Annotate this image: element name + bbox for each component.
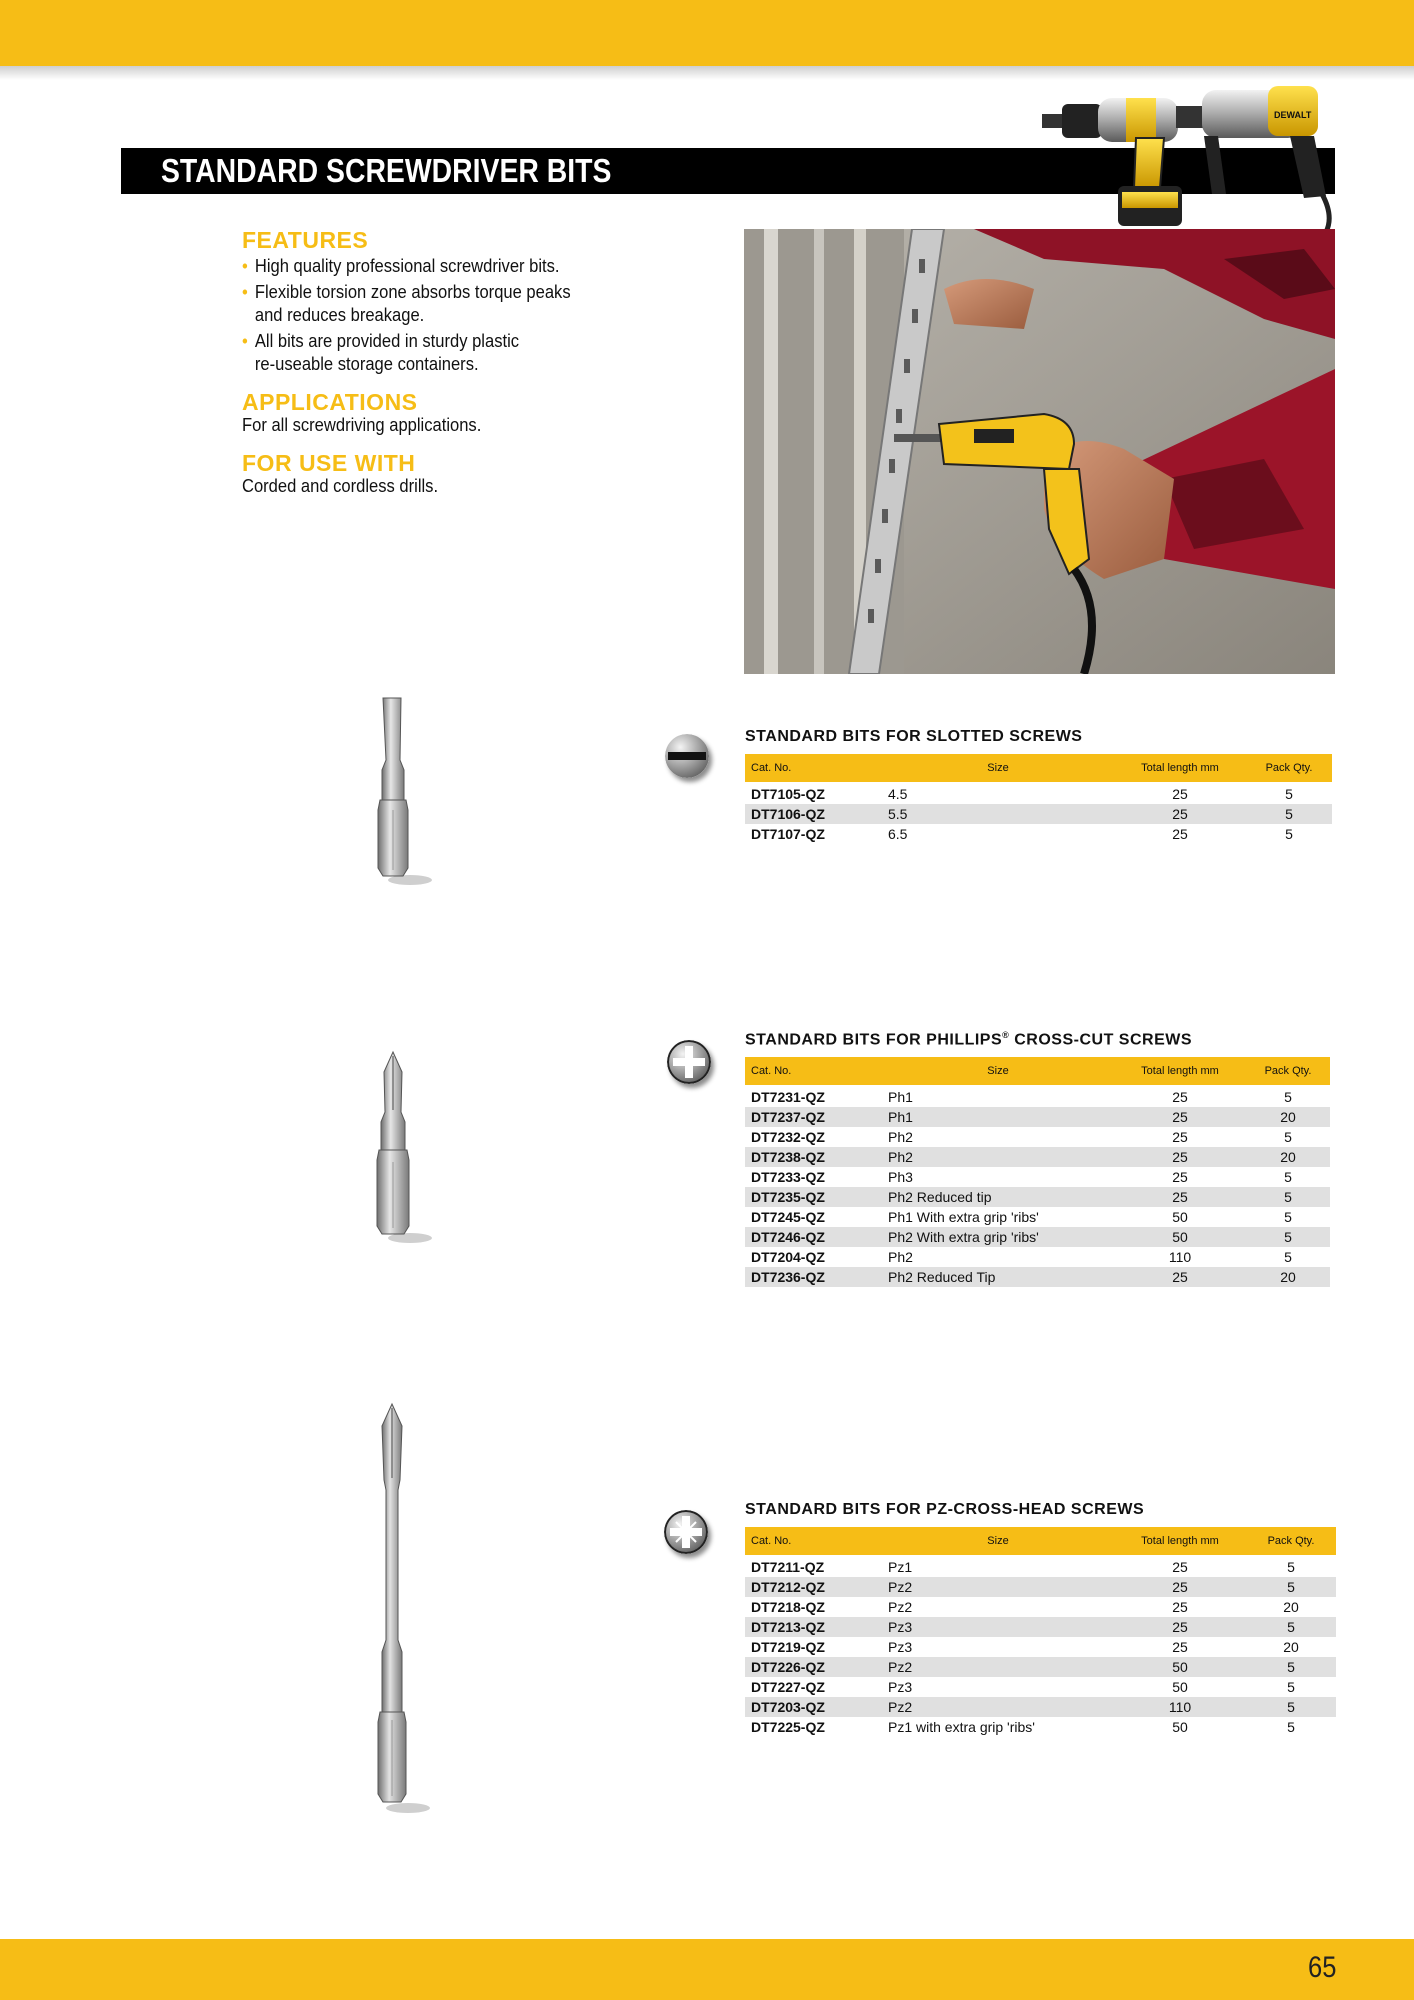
cat-no-cell: DT7237-QZ bbox=[745, 1107, 882, 1127]
phillips-bits-table-section bbox=[745, 1030, 1330, 1287]
length-cell: 50 bbox=[1172, 1679, 1188, 1695]
length-cell: 25 bbox=[1114, 1267, 1246, 1287]
table-row bbox=[745, 1597, 1336, 1617]
pack-qty-cell: 5 bbox=[1246, 1617, 1336, 1637]
table-row bbox=[745, 1577, 1336, 1597]
cat-no-cell: DT7231-QZ bbox=[751, 1089, 825, 1106]
use-with-text: Corded and cordless drills. bbox=[242, 476, 439, 496]
pack-qty-cell: 5 bbox=[1284, 1249, 1292, 1266]
length-cell: 25 bbox=[1172, 1089, 1188, 1106]
col-size: Size bbox=[882, 1527, 1114, 1555]
slotted-table-title: STANDARD BITS FOR SLOTTED SCREWS bbox=[745, 728, 1083, 745]
cat-no-cell: DT7211-QZ bbox=[751, 1559, 825, 1575]
feature-text: High quality professional screwdriver bits. bbox=[254, 256, 560, 276]
cat-no-cell: DT7107-QZ bbox=[751, 826, 825, 842]
col-pack-qty: Pack Qty. bbox=[1246, 1527, 1336, 1555]
applications-heading: APPLICATIONS bbox=[242, 389, 418, 415]
table-row bbox=[745, 1697, 1336, 1717]
col-size: Size bbox=[882, 754, 1114, 782]
pack-qty-cell: 5 bbox=[1284, 1129, 1292, 1146]
length-cell: 25 bbox=[1114, 1107, 1246, 1127]
feature-item bbox=[242, 281, 638, 327]
bullet-icon: • bbox=[242, 331, 248, 351]
length-cell: 50 bbox=[1172, 1209, 1188, 1226]
cat-no-cell: DT7235-QZ bbox=[745, 1187, 882, 1207]
length-cell: 110 bbox=[1168, 1249, 1192, 1266]
size-cell: Ph2 Reduced Tip bbox=[882, 1267, 1114, 1287]
phillips-bit-image bbox=[368, 1050, 438, 1250]
table-row bbox=[745, 1187, 1330, 1207]
table-row bbox=[745, 1127, 1330, 1147]
feature-text: and reduces breakage. bbox=[254, 305, 425, 325]
table-row bbox=[745, 1167, 1330, 1187]
pack-qty-cell: 5 bbox=[1284, 1209, 1292, 1226]
table-row bbox=[745, 1207, 1330, 1227]
page-number: 65 bbox=[1307, 1951, 1336, 1984]
length-cell: 25 bbox=[1172, 1559, 1188, 1575]
phillips-bits-table bbox=[745, 1057, 1330, 1287]
cat-no-cell: DT7105-QZ bbox=[751, 786, 825, 802]
pack-qty-cell: 5 bbox=[1284, 1169, 1292, 1186]
length-cell: 25 bbox=[1172, 786, 1188, 802]
size-cell: Ph2 bbox=[882, 1147, 1114, 1167]
pack-qty-cell: 5 bbox=[1246, 1577, 1336, 1597]
drywall-screwdriving-photo bbox=[744, 229, 1335, 674]
size-cell: Pz3 bbox=[888, 1639, 913, 1655]
slotted-screw-icon bbox=[665, 734, 709, 778]
size-cell: Ph3 bbox=[888, 1169, 913, 1186]
length-cell: 25 bbox=[1172, 1639, 1188, 1655]
page-title: STANDARD SCREWDRIVER BITS bbox=[161, 152, 612, 189]
cat-no-cell: DT7246-QZ bbox=[745, 1227, 882, 1247]
features-block bbox=[242, 228, 672, 498]
cat-no-cell: DT7212-QZ bbox=[745, 1577, 882, 1597]
table-row bbox=[745, 824, 1332, 844]
pz-table-title: STANDARD BITS FOR PZ-CROSS-HEAD SCREWS bbox=[745, 1501, 1145, 1518]
pack-qty-cell: 20 bbox=[1283, 1599, 1299, 1615]
cat-no-cell: DT7203-QZ bbox=[745, 1697, 882, 1717]
length-cell: 25 bbox=[1114, 804, 1246, 824]
col-length: Total length mm bbox=[1114, 1057, 1246, 1085]
feature-text: All bits are provided in sturdy plastic bbox=[254, 331, 520, 351]
size-cell: 5.5 bbox=[882, 804, 1114, 824]
size-cell: Pz2 bbox=[888, 1599, 913, 1615]
size-cell: Pz3 bbox=[882, 1617, 1114, 1637]
size-cell: Pz3 bbox=[888, 1679, 913, 1695]
pz-screw-icon bbox=[664, 1510, 708, 1554]
drill-brand-label: DEWALT bbox=[1274, 110, 1312, 120]
col-length: Total length mm bbox=[1114, 754, 1246, 782]
pack-qty-cell: 5 bbox=[1285, 786, 1293, 802]
pack-qty-cell: 20 bbox=[1283, 1639, 1299, 1655]
feature-text: Flexible torsion zone absorbs torque peaks bbox=[254, 282, 571, 302]
size-cell: Ph2 With extra grip 'ribs' bbox=[882, 1227, 1114, 1247]
feature-item bbox=[242, 255, 638, 278]
cordless-drill-image bbox=[1036, 76, 1336, 236]
length-cell: 25 bbox=[1172, 1599, 1188, 1615]
bullet-icon: • bbox=[242, 256, 248, 276]
table-row bbox=[745, 1617, 1336, 1637]
length-cell: 25 bbox=[1172, 1169, 1188, 1186]
cat-no-cell: DT7238-QZ bbox=[745, 1147, 882, 1167]
table-row bbox=[745, 1555, 1336, 1577]
col-size: Size bbox=[882, 1057, 1114, 1085]
table-row bbox=[745, 1677, 1336, 1697]
table-row bbox=[745, 1147, 1330, 1167]
cat-no-cell: DT7219-QZ bbox=[751, 1639, 825, 1655]
length-cell: 25 bbox=[1114, 1577, 1246, 1597]
table-row bbox=[745, 1085, 1330, 1107]
size-cell: Pz2 bbox=[882, 1697, 1114, 1717]
length-cell: 25 bbox=[1114, 1617, 1246, 1637]
length-cell: 25 bbox=[1172, 826, 1188, 842]
registered-mark: ® bbox=[1002, 1030, 1010, 1040]
length-cell: 25 bbox=[1114, 1147, 1246, 1167]
applications-text: For all screwdriving applications. bbox=[242, 415, 482, 435]
phillips-title-text: STANDARD BITS FOR PHILLIPS bbox=[745, 1031, 1003, 1049]
cat-no-cell: DT7106-QZ bbox=[745, 804, 882, 824]
features-heading: FEATURES bbox=[242, 227, 369, 253]
pack-qty-cell: 5 bbox=[1287, 1559, 1295, 1575]
table-row bbox=[745, 1637, 1336, 1657]
size-cell: Ph1 bbox=[888, 1089, 913, 1106]
slotted-bits-table bbox=[745, 754, 1332, 844]
cat-no-cell: DT7233-QZ bbox=[751, 1169, 825, 1186]
col-pack-qty: Pack Qty. bbox=[1246, 754, 1332, 782]
pz-bits-table-section bbox=[745, 1501, 1336, 1737]
size-cell: Pz2 bbox=[882, 1577, 1114, 1597]
slotted-bit-image bbox=[368, 690, 438, 890]
cat-no-cell: DT7245-QZ bbox=[751, 1209, 825, 1226]
table-row bbox=[745, 1107, 1330, 1127]
pack-qty-cell: 20 bbox=[1246, 1107, 1330, 1127]
size-cell: Pz1 with extra grip 'ribs' bbox=[888, 1719, 1035, 1735]
pack-qty-cell: 5 bbox=[1246, 804, 1332, 824]
length-cell: 50 bbox=[1114, 1227, 1246, 1247]
table-row bbox=[745, 1657, 1336, 1677]
size-cell: 6.5 bbox=[888, 826, 908, 842]
slotted-bits-table-section bbox=[745, 728, 1332, 844]
col-cat-no: Cat. No. bbox=[745, 1057, 882, 1085]
feature-text: re-useable storage containers. bbox=[254, 354, 479, 374]
cat-no-cell: DT7204-QZ bbox=[751, 1249, 825, 1266]
col-cat-no: Cat. No. bbox=[745, 754, 882, 782]
bullet-icon: • bbox=[242, 282, 248, 302]
pack-qty-cell: 5 bbox=[1246, 1227, 1330, 1247]
size-cell: 4.5 bbox=[888, 786, 908, 802]
col-cat-no: Cat. No. bbox=[745, 1527, 882, 1555]
bottom-accent-band bbox=[0, 1939, 1414, 2000]
cat-no-cell: DT7225-QZ bbox=[751, 1719, 825, 1735]
table-row bbox=[745, 1247, 1330, 1267]
length-cell: 110 bbox=[1114, 1697, 1246, 1717]
length-cell: 50 bbox=[1172, 1719, 1188, 1735]
table-row bbox=[745, 1267, 1330, 1287]
cat-no-cell: DT7218-QZ bbox=[751, 1599, 825, 1615]
cat-no-cell: DT7232-QZ bbox=[751, 1129, 825, 1146]
table-row bbox=[745, 1717, 1336, 1737]
pz-bits-table bbox=[745, 1527, 1336, 1737]
table-row bbox=[745, 804, 1332, 824]
pack-qty-cell: 5 bbox=[1246, 1187, 1330, 1207]
length-cell: 25 bbox=[1172, 1129, 1188, 1146]
phillips-screw-icon bbox=[667, 1040, 711, 1084]
size-cell: Ph1 bbox=[882, 1107, 1114, 1127]
pack-qty-cell: 5 bbox=[1284, 1089, 1292, 1106]
pack-qty-cell: 5 bbox=[1246, 1657, 1336, 1677]
pack-qty-cell: 5 bbox=[1287, 1679, 1295, 1695]
cat-no-cell: DT7226-QZ bbox=[745, 1657, 882, 1677]
use-with-heading: FOR USE WITH bbox=[242, 450, 416, 476]
size-cell: Pz2 bbox=[882, 1657, 1114, 1677]
cat-no-cell: DT7236-QZ bbox=[745, 1267, 882, 1287]
feature-item bbox=[242, 330, 638, 376]
pack-qty-cell: 20 bbox=[1246, 1147, 1330, 1167]
pack-qty-cell: 5 bbox=[1246, 1697, 1336, 1717]
size-cell: Pz1 bbox=[888, 1559, 913, 1575]
size-cell: Ph1 With extra grip 'ribs' bbox=[888, 1209, 1039, 1226]
col-length: Total length mm bbox=[1114, 1527, 1246, 1555]
pack-qty-cell: 20 bbox=[1246, 1267, 1330, 1287]
pz-long-bit-image bbox=[364, 1400, 434, 1820]
length-cell: 25 bbox=[1114, 1187, 1246, 1207]
size-cell: Ph2 bbox=[888, 1129, 913, 1146]
top-accent-band bbox=[0, 0, 1414, 66]
size-cell: Ph2 Reduced tip bbox=[882, 1187, 1114, 1207]
size-cell: Ph2 bbox=[888, 1249, 913, 1266]
table-row bbox=[745, 782, 1332, 804]
length-cell: 50 bbox=[1114, 1657, 1246, 1677]
pack-qty-cell: 5 bbox=[1287, 1719, 1295, 1735]
pack-qty-cell: 5 bbox=[1285, 826, 1293, 842]
col-pack-qty: Pack Qty. bbox=[1246, 1057, 1330, 1085]
phillips-title-suffix: CROSS-CUT SCREWS bbox=[1009, 1031, 1193, 1049]
cat-no-cell: DT7227-QZ bbox=[751, 1679, 825, 1695]
phillips-table-title bbox=[745, 1030, 1330, 1049]
table-row bbox=[745, 1227, 1330, 1247]
cat-no-cell: DT7213-QZ bbox=[745, 1617, 882, 1637]
